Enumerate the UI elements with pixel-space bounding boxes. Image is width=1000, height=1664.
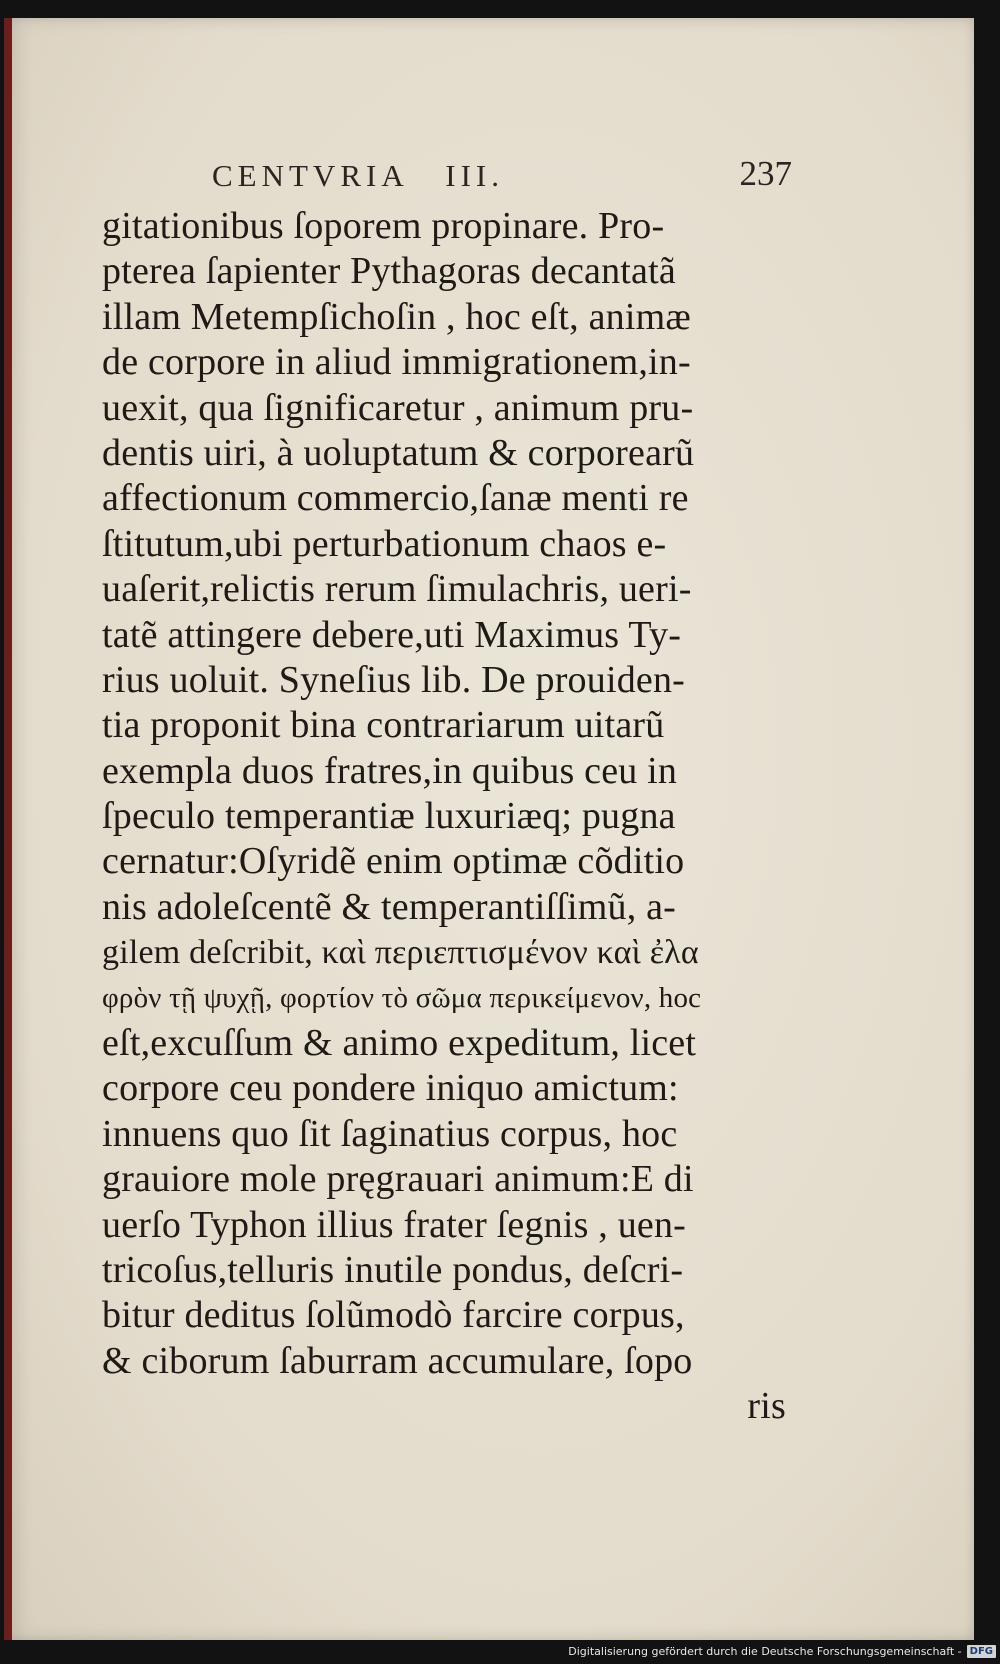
text-line: tricoſus,telluris inutile pondus, deſcri-	[102, 1248, 684, 1291]
text-line: bitur deditus ſolũmodò farcire corpus,	[102, 1294, 685, 1337]
body-text	[102, 204, 802, 1430]
text-line: affectionum commercio,ſanæ menti re	[102, 477, 689, 520]
digitization-footer	[568, 1642, 996, 1660]
text-line: grauiore mole pręgrauari animum:E di	[102, 1158, 694, 1201]
funding-credit: Digitalisierung gefördert durch die Deutsche Forschungsgemeinschaft -	[568, 1644, 962, 1658]
text-line: cernatur:Oſyridẽ enim optimæ cõditio	[102, 840, 685, 883]
text-line: rius uoluit. Syneſius lib. De prouiden-	[102, 658, 686, 701]
text-line: exempla duos fratres,in quibus ceu in	[102, 749, 678, 792]
book-page	[4, 18, 974, 1640]
text-line: tatẽ attingere debere,uti Maximus Ty-	[102, 613, 682, 656]
text-line-greek: φρὸν τῇ ψυχῇ, φορτίον τὸ σῶμα περικείμενον, hoc	[102, 981, 702, 1014]
text-line-greek: gilem deſcribit, καὶ περιεπτισμένον καὶ ἐλα	[102, 934, 699, 972]
text-line: illam Metempſichoſin , hoc eſt, animæ	[102, 295, 691, 338]
text-line: gitationibus ſoporem propinare. Pro-	[102, 205, 665, 247]
running-head-title: CENTVRIA III.	[212, 158, 504, 193]
text-line: innuens quo ſit ſaginatius corpus, hoc	[102, 1112, 678, 1155]
text-line: ſpeculo temperantiæ luxuriæq; pugna	[102, 795, 676, 838]
text-line: tia proponit bina contrariarum uitarũ	[102, 704, 665, 747]
text-line: uerſo Typhon illius frater ſegnis , uen-	[102, 1203, 687, 1246]
text-line: dentis uiri, à uoluptatum & corporearũ	[102, 431, 695, 474]
catchword: ris	[747, 1385, 786, 1428]
text-line: & ciborum ſaburram accumulare, ſopo	[102, 1339, 693, 1382]
running-head	[212, 154, 792, 204]
text-line: corpore ceu pondere iniquo amictum:	[102, 1067, 679, 1110]
text-line: eſt,excuſſum & animo expeditum, licet	[102, 1022, 697, 1065]
page-number: 237	[739, 154, 792, 193]
text-line: ſtitutum,ubi perturbationum chaos e-	[102, 522, 667, 565]
dfg-logo-icon: DFG	[967, 1645, 996, 1658]
text-line: uexit, qua ſignificaretur , animum pru-	[102, 386, 694, 429]
text-line: pterea ſapienter Pythagoras decantatã	[102, 250, 676, 293]
text-line: nis adoleſcentẽ & temperantiſſimũ, a-	[102, 885, 677, 928]
text-line: de corpore in aliud immigrationem,in-	[102, 341, 691, 384]
text-line: uaſerit,relictis rerum ſimulachris, ueri-	[102, 568, 692, 611]
